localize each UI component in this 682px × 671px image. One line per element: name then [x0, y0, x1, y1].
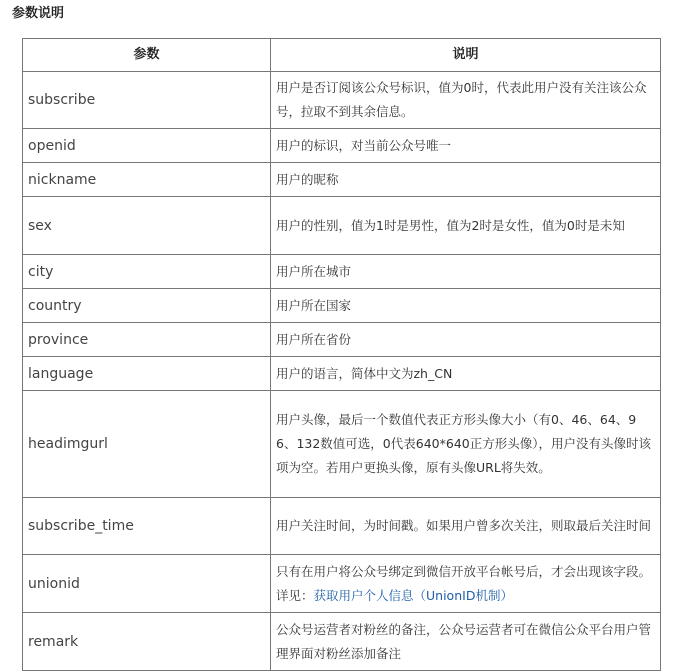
desc-cell: 用户头像，最后一个数值代表正方形头像大小（有0、46、64、96、132数值可选，0代表640*640正方形头像），用户没有头像时该项为空。若用户更换头像，原有头像URL将失效。 — [271, 391, 661, 498]
header-desc: 说明 — [271, 39, 661, 72]
desc-cell: 用户的性别，值为1时是男性，值为2时是女性，值为0时是未知 — [271, 197, 661, 255]
unionid-desc-text: 只有在用户将公众号绑定到微信开放平台帐号后，才会出现该字段。详见： — [276, 563, 652, 603]
param-cell: subscribe — [23, 72, 271, 129]
param-cell: sex — [23, 197, 271, 255]
table-header-row — [23, 39, 661, 72]
table-row — [23, 323, 661, 357]
table-row — [23, 72, 661, 129]
desc-cell: 用户的标识，对当前公众号唯一 — [271, 129, 661, 163]
desc-cell: 用户关注时间，为时间戳。如果用户曾多次关注，则取最后关注时间 — [271, 498, 661, 555]
desc-cell: 用户是否订阅该公众号标识，值为0时，代表此用户没有关注该公众号，拉取不到其余信息。 — [271, 72, 661, 129]
desc-cell: 用户的昵称 — [271, 163, 661, 197]
table-row — [23, 163, 661, 197]
desc-cell: 用户所在国家 — [271, 289, 661, 323]
table-row — [23, 498, 661, 555]
param-cell: city — [23, 255, 271, 289]
param-cell: province — [23, 323, 271, 357]
table-row — [23, 289, 661, 323]
param-cell: nickname — [23, 163, 271, 197]
table-row — [23, 197, 661, 255]
param-cell: language — [23, 357, 271, 391]
param-cell: headimgurl — [23, 391, 271, 498]
table-row — [23, 255, 661, 289]
header-param: 参数 — [23, 39, 271, 72]
params-table — [22, 38, 661, 671]
desc-cell: 用户所在省份 — [271, 323, 661, 357]
section-title: 参数说明 — [12, 6, 65, 21]
param-cell: unionid — [23, 555, 271, 613]
desc-cell: 公众号运营者对粉丝的备注，公众号运营者可在微信公众平台用户管理界面对粉丝添加备注 — [271, 613, 661, 671]
table-row — [23, 391, 661, 498]
unionid-doc-link[interactable]: 获取用户个人信息（UnionID机制） — [313, 587, 513, 603]
param-cell: openid — [23, 129, 271, 163]
param-cell: remark — [23, 613, 271, 671]
table-row — [23, 129, 661, 163]
desc-cell: 用户所在城市 — [271, 255, 661, 289]
table-row — [23, 357, 661, 391]
table-row — [23, 613, 661, 671]
param-cell: subscribe_time — [23, 498, 271, 555]
desc-cell — [271, 555, 661, 613]
desc-cell: 用户的语言，简体中文为zh_CN — [271, 357, 661, 391]
table-row — [23, 555, 661, 613]
param-cell: country — [23, 289, 271, 323]
